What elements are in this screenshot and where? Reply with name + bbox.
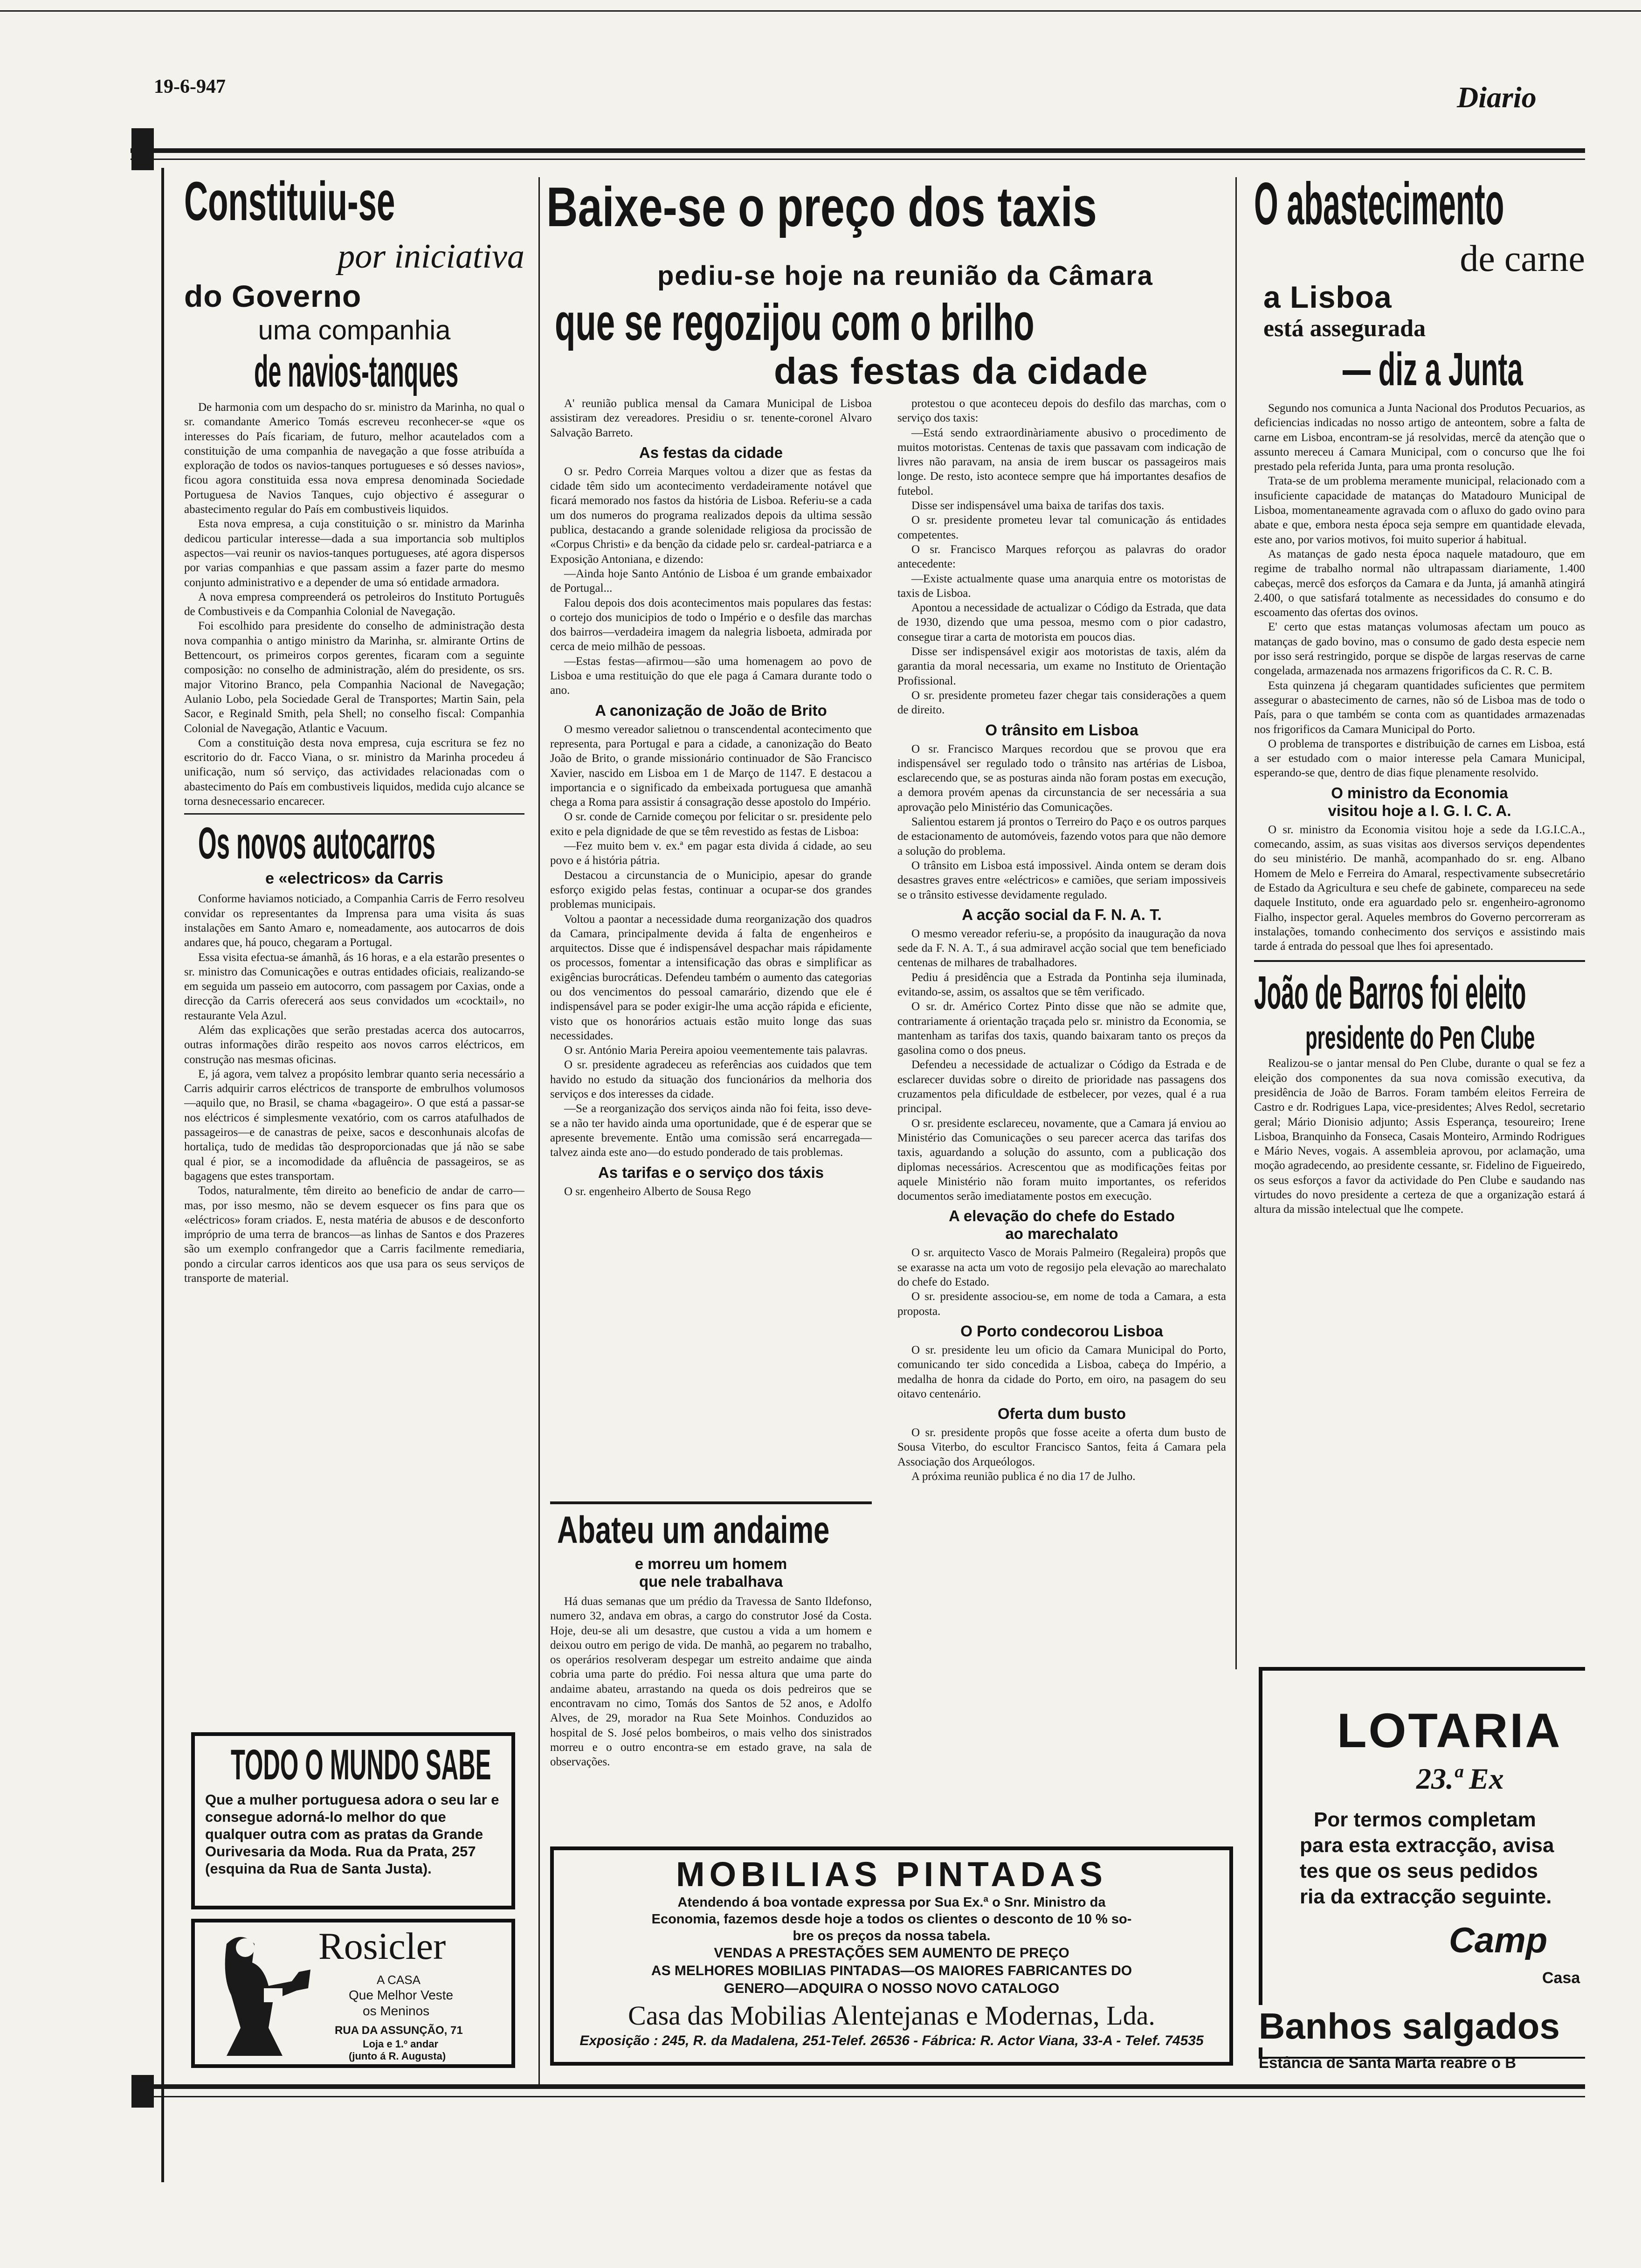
kicker-navios: de navios-tanques [254,346,459,396]
divider [1254,960,1585,962]
article-carne [1254,401,1585,781]
paragraph: O sr. presidente associou-se, em nome de toda a Camara, a esta proposta. [897,1290,1226,1318]
paragraph: Além das explicações que serão prestadas acerca dos autocarros, outras informações dirão respeito aos novos carros eléctricos, em construção nas mesmas oficinas. [184,1023,524,1066]
article-navios [184,400,524,809]
column-3 [1254,170,1585,1662]
subhead-brito: A canonização de João de Brito [595,701,827,719]
paragraph: Voltou a paontar a necessidade duma reorganização dos quadros da Camara, principalmente devida á falta de engenheiros e arquitectos. Disse que é indispensável despachar mais rápidamente os processos, fomentar a intensificação das obras e simplificar as exigências burocráticas. Defendeu também o aumento das categorias ou dos vencimentos do pessoal camarário, dizendo que ele é indispensável para se poder exigir-lhe uma acção rápida e eficiente, visto que os honorários actuais estão muito longe das suas necessidades. [550,913,872,1042]
ad-lotaria-line: para esta extracção, avisa [1300,1834,1554,1857]
paragraph: Destacou a circunstancia de o Municipio, apesar do grande esforço exigido pelas festas, continuar a ocupar-se dos grandes problemas municipais. [550,869,872,911]
ad-mobilias-address: Exposição : 245, R. da Madalena, 251-Telef. 26536 - Fábrica: R. Actor Viana, 33-A - Telef. 74535 [579,2033,1204,2048]
ad-rosicler-line3: os Meninos [363,2004,430,2018]
paragraph: O sr. arquitecto Vasco de Morais Palmeiro (Regaleira) propôs que se exarasse na acta um voto de regosijo pela elevação ao marechalato do chefe do Estado. [897,1246,1226,1289]
paragraph: A próxima reunião publica é no dia 17 de Julho. [911,1470,1136,1483]
ad-ourivesaria [191,1732,515,1909]
deck-andaime-2: que nele trabalhava [639,1573,783,1590]
headline-abastecimento: O abastecimento [1254,171,1504,237]
subhead-transito: O trânsito em Lisboa [985,721,1138,739]
bottom-left-block [131,2075,154,2108]
col-rule-2 [1235,177,1237,1669]
subhead-porto: O Porto condecorou Lisboa [960,1322,1163,1340]
paragraph: Defendeu a necessidade de actualizar o Código da Estrada e de esclarecer duvidas sobre o direito de prioridade nas passagens dos cruzamentos pela dificuldade de estbelecer, por vezes, qual é a rua principal. [897,1058,1226,1115]
left-margin-block [131,128,154,170]
paragraph: protestou o que aconteceu depois do desfilo das marchas, com o serviço dos taxis: [897,397,1226,425]
column-2a [550,396,872,1501]
ad-banhos-title: Banhos salgados [1259,2005,1560,2047]
paragraph: Todos, naturalmente, têm direito ao beneficio de andar de carro—mas, por isso mesmo, não se devem esquecer os fins para que os «eléctricos» foram criados. E, nesta matéria de abusos e de desconforto impróprio de uma terra de brancos—as linhas de Santos e dos Prazeres são um exemplo confrangedor que a Carris facilmente remediaria, pondo a circular carros identicos aos que usa para os seus serviços de transporte de material. [184,1184,524,1285]
headline-constituiu: Constituiu-se [184,171,395,232]
ad-lotaria-line: ria da extracção seguinte. [1300,1885,1552,1908]
paragraph: Realizou-se o jantar mensal do Pen Clube, durante o qual se fez a eleição dos componentes da sua nova comissão executiva, da presidência de João de Barros. Foram também eleitos Ferreira de Castro e dr. Rodrigues Lapa, vice-presidentes; Alves Redol, secretario geral; Mário Dionisio adjunto; Assis Esperança, tesoureiro; Irene Lisboa, Branquinho da Fonseca, Casais Monteiro, Armindo Rodrigues e Mário Neves, vogais. A assembleia aprovou, por aclamação, uma moção agradecendo, ao presidente cessante, sr. Fidelino de Figueiredo, os seus esforços a favor da actividade do Pen Clube e saudando nas virtudes do novo presidente a certeza de que a organização estará á altura da missão intelectual que lhe compete. [1254,1057,1585,1216]
paragraph: O sr. Pedro Correia Marques voltou a dizer que as festas da cidade têm sido um acontecimento verdadeiramente notável que ficará memorado nos fastos da história de Lisboa. Referiu-se a cada um dos numeros do programa realizados depois da ultima sessão publica, destacando a grande solenidade religiosa da procissão de «Corpus Christi» e da benção da cidade pelo sr. cardeal-patriarca e a Exposição Antoniana, e dizendo: [550,465,872,566]
subhead-busto: Oferta dum busto [997,1405,1126,1423]
paragraph: Foi escolhido para presidente do conselho de administração desta nova companhia o antigo ministro da Marinha, sr. almirante Ortins de Bettencourt, os primeiros corpos gerentes, ficaram com a seguinte composição: no conselho de administração, além do presidente, os srs. major Vitorino Branco, pela Companhia Nacional de Navegação; Aulanio Lobo, pela Sociedade Geral de Transportes; Martin Sain, pela Sacor, e Reginald Smith, pela Shell; no conselho fiscal: Companhia Colonial de Navegação, Atlantic e Vacuum. [184,620,524,735]
paragraph: Conforme haviamos noticiado, a Companhia Carris de Ferro resolveu convidar os representantes da Imprensa para uma visita ás suas instalações em Santo Amaro e, nomeadamente, aos autocarros de dois andares que, há pouco, chegaram a Portugal. [184,892,524,949]
ad-mobilias-line: VENDAS A PRESTAÇÕES SEM AUMENTO DE PREÇO [714,1945,1069,1961]
headline-andaime: Abateu um andaime [557,1509,830,1551]
ad-rosicler-addr3: (junto á R. Augusta) [349,2050,446,2062]
paragraph: O sr. dr. Américo Cortez Pinto disse que não se admite que, contrariamente á orientação traçada pelo sr. ministro da Economia, se mantenham as tarifas dos taxis, quando baixaram tanto os preços da gasolina como o dos pneus. [897,1000,1226,1057]
ad-ourivesaria-text: Que a mulher portuguesa adora o seu lar e consegue adorná-lo melhor do que qualquer outra com as pratas da Grande Ourivesaria da Moda. Rua da Prata, 257 (esquina da Rua de Santa Justa). [205,1791,499,1877]
kicker-companhia: uma companhia [258,315,451,346]
paragraph: —Está sendo extraordinàriamente abusivo o procedimento de muitos motoristas. Centenas de taxis que passavam com indicação de livres não paravam, na ansia de irem buscar os passageiros mais longe. De resto, isto acontece sempre que há importantes desafios de futebol. [897,426,1226,498]
paragraph: Há duas semanas que um prédio da Travessa de Santo Ildefonso, numero 32, andava em obras, a cargo do construtor José da Costa. Hoje, deu-se ali um desastre, que custou a vida a um homem e deixou outro em perigo de vida. De manhã, ao pegarem no trabalho, os operários resolveram despegar um estreito andaime que ainda cobria uma parte do prédio. Foi nessa altura que uma parte do andaime abateu, arrastando na queda os dois pedreiros que se encontravam no cimo, Tomás dos Santos de 52 anos, e Adolfo Alves, de 29, morador na Rua Sete Moinhos. Conduzidos ao hospital de S. José pelos bombeiros, o mais velho dos sinistrados morreu e o outro encontra-se em estado grave, na sala de observações. [550,1595,872,1769]
left-frame-rule [161,168,164,2182]
page-date: 19-6-947 [154,76,226,97]
andaime-top-rule [550,1501,872,1504]
paragraph: A nova empresa compreenderá os petroleiros do Instituto Português de Combustiveis e da Companhia Colonial de Navegação. [184,590,524,618]
subhead-economia: O ministro da Economia [1331,784,1508,802]
subhead-chefe: A elevação do chefe do Estado [949,1207,1175,1225]
ad-lotaria-sub: 23.ª Ex [1416,1762,1504,1795]
article-andaime [550,1508,872,1835]
column-2b [897,396,1226,1627]
paragraph: Pediu á presidência que a Estrada da Pontinha seja iluminada, evitando-se, assim, os assaltos que se têm verificado. [897,971,1226,998]
paragraph: Esta nova empresa, a cuja constituição o sr. ministro da Marinha dedicou particular interesse—dada a sua importancia sob multiplos aspectos—vai reunir os navios-tanques portugueses, até agora dispersos por varias companhias e que passam assim a fazer parte do mesmo conjunto administrativo e a depender de uma só entidade armadora. [184,518,524,589]
ad-mobilias-line: GENERO—ADQUIRA O NOSSO NOVO CATALOGO [724,1981,1060,1996]
headline-barros: João de Barros foi eleito [1254,967,1526,1019]
subhead-tarifas: As tarifas e o serviço dos táxis [598,1163,824,1181]
paragraph: Segundo nos comunica a Junta Nacional dos Produtos Pecuarios, as deficiencias indicadas no nosso artigo de anteontem, sobre a falta de carne em Lisboa, encontram-se já resolvidas, mercê da atenção que o assunto mereceu á Camara Municipal, com o concurso que lhe foi prestado pela referida Junta, para uma pronta resolução. [1254,402,1585,473]
ad-mobilias-company: Casa das Mobilias Alentejanas e Modernas, Lda. [628,2000,1155,2031]
ad-mobilias-line: AS MELHORES MOBILIAS PINTADAS—OS MAIORES FABRICANTES DO [651,1963,1132,1978]
ad-ourivesaria-title: TODO O MUNDO SABE [231,1741,491,1789]
ad-lotaria [1259,1667,1585,2059]
bottom-rule [131,2084,1585,2089]
subhead-pen-clube: presidente do Pen Clube [1305,1019,1535,1056]
deck-andaime-1: e morreu um homem [634,1555,787,1572]
paragraph: O sr. presidente leu um oficio da Camara Municipal do Porto, comunicando ter sido concedida a Lisboa, cabeça do Império, a medalha de honra da cidade do Porto, em oiro, na pasagem do seu oitavo centenário. [897,1343,1226,1400]
paragraph: O sr. António Maria Pereira apoiou veementemente tais palavras. [564,1044,868,1057]
paragraph: O sr. presidente prometeu fazer chegar tais considerações a quem de direito. [897,689,1226,717]
subhead-economia-2: visitou hoje a I. G. I. C. A. [1328,802,1511,819]
subhead-fnat: A acção social da F. N. A. T. [962,906,1162,923]
paragraph: —Fez muito bem v. ex.ª em pagar esta divida á cidade, ao seu povo e á história pátria. [550,840,872,867]
ad-mobilias-title: MOBILIAS PINTADAS [676,1855,1108,1894]
paragraph: Disse ser indispensável exigir aos motoristas de taxis, além da garantia da moral necessaria, um exame no Instituto de Orientação Profissional. [897,645,1226,687]
paragraph: O trânsito em Lisboa está impossivel. Ainda ontem se deram dois desastres graves entre «eléctricos» e camiões, que seriam impossiveis se o trânsito estivesse devidamente regulado. [897,859,1226,901]
col-rule-1 [538,177,540,2089]
paragraph: O sr. presidente agradeceu as referências aos cuidados que tem havido no estudo da situação dos funcionários da melhoria dos serviços e dos interesses da cidade. [550,1058,872,1101]
ad-rosicler-brand: Rosicler [318,1925,446,1967]
ad-lotaria-title: LOTARIA [1337,1704,1562,1758]
paragraph: A' reunião publica mensal da Camara Municipal de Lisboa assistiram dez vereadores. Presidiu o sr. tenente-coronel Alvaro Salvação Barreto. [550,397,872,439]
paragraph: —Se a reorganização dos serviços ainda não foi feita, isso deve-se a não ter havido ainda uma oportunidade, que é de esperar que se apresente brevemente. Então uma comissão será encarregada—talvez ainda este ano—do estudo ponderado de tais problemas. [550,1102,872,1159]
paragraph: As matanças de gado nesta época naquele matadouro, que em regime de trabalho normal não ultrapassam diariamente, 1.400 cabeças, mercê dos esforços da Camara e da Junta, já amanhã atingirá 2.400, o que satisfará totalmente as necessidades do consumo e do escoamento das ofertas dos ovinos. [1254,547,1585,619]
paragraph: E, já agora, vem talvez a propósito lembrar quanto seria necessário a Carris adquirir carros eléctricos de transporte de embrulhos volumosos—aquilo que, no Brasil, se chama «bagageiro». O que está a passar-se nos eléctricos é simplesmente vexatório, com os carros atafulhados de passageiros—e de canastras de peixe, sacos e desconhunais alcofas de hortaliça, tudo de medidas tão desproporcionadas que já não se sabe qual é pior, se a incomodidade da afluência de passageiros, se as bagagens que estes transportam. [184,1067,524,1182]
paragraph: Disse ser indispensável uma baixa de tarifas dos taxis. [911,499,1165,512]
paragraph: E' certo que estas matanças volumosas afectam um pouco as matanças de gado bovino, mas o consumo de gado desta especie nem por isso será restringido, porque se dispõe de largas reservas de carne congelada, armazenada nos armazens frigorificos da C. R. C. B. [1254,621,1585,678]
paper-logo: Diario [1457,81,1537,114]
deck-camara: pediu-se hoje na reunião da Câmara [657,261,1153,291]
subhead-chefe-2: ao marechalato [1005,1225,1118,1243]
ad-rosicler-line2: Que Melhor Veste [349,1988,454,2002]
paragraph: De harmonia com um despacho do sr. ministro da Marinha, no qual o sr. comandante Americo Tomás escreveu reconhecer-se «que os interesses do País ficariam, de futuro, melhor acautelados com a constituição de uma companhia de navegação a que fosse atribuída a exploração de todos os navios-tanques portugueses e só desses navios», ficou agora constituida essa nova empresa denominada Sociedade Portuguesa de Navios Tanques, cujo objectivo é assegurar o abastecimento regular do País em combustiveis liquidos. [184,401,524,516]
divider [184,813,524,815]
paragraph: Com a constituição desta nova empresa, cuja escritura se fez no escritorio do dr. Facco Viana, o sr. ministro da Marinha procedeu á unificação, num só serviço, das actividades relacionadas com o abastecimento do País em combustiveis liquidos, medida cujo alcance se torna desnecessario encarecer. [184,736,524,808]
subhead-carris: e «electricos» da Carris [265,870,443,888]
paragraph: O sr. Francisco Marques recordou que se provou que era indispensável ser regulado todo o trânsito nas artérias de Lisboa, esclarecendo que, se as posturas ainda não foram postas em execução, a demora provém apenas da circunstancia de ser necessária a sua aprovação pelo Ministério das Comunicações. [897,742,1226,814]
deck-carne: de carne [1460,238,1585,279]
ad-mobilias-line: bre os preços da nossa tabela. [793,1929,991,1943]
paragraph: O problema de transportes e distribuição de carnes em Lisboa, está a ser estudado com o maior interesse pela Camara Municipal, esperando-se que, dentro de dias fique plenamente resolvido. [1254,737,1585,780]
paragraph: O sr. conde de Carnide começou por felicitar o sr. presidente pelo exito e pela dignidade de que se têm revestido as festas de Lisboa: [550,810,872,838]
paragraph: Apontou a necessidade de actualizar o Código da Estrada, que data de 1930, dizendo que uma pessoa, mesmo com o pior cadastro, consegue tirar a carta de motorista em poucos dias. [897,602,1226,643]
paragraph: O sr. presidente propôs que fosse aceite a oferta dum busto de Sousa Viterbo, do escultor Francisco Santos, feita á Camara pela Associação dos Arqueólogos. [897,1426,1226,1468]
ad-mobilias-line: Economia, fazemos desde hoje a todos os clientes o desconto de 10 % so- [651,1912,1132,1927]
deck-assegurada: está assegurada [1263,315,1426,342]
paragraph: Trata-se de um problema meramente municipal, relacionado com a insuficiente capacidade de matanças do Matadouro Municipal de Lisboa, momentaneamente agravada com o afluxo do gado ovino para abate e que, embora nesta época seja sempre em quantidade elevada, este ano, por varios motivos, foi muito superior á habitual. [1254,475,1585,546]
deck-brilho: que se regozijou com o brilho [555,294,1034,351]
paragraph: Essa visita efectua-se ámanhã, ás 16 horas, e a ela estarão presentes o sr. ministro das Comunicações e outras entidades oficiais, realizando-se em seguida um passeio em autocorro, com passagem por Caxias, onde a direcção da Carris oferecerá aos seus convidados um «cocktail», no restaurante Vela Azul. [184,951,524,1022]
ad-rosicler [191,1919,515,2068]
top-rule-thin [0,10,1641,12]
ad-banhos-sub: Estância de Santa Marta reabre o B [1259,2054,1517,2071]
kicker-iniciativa: por iniciativa [338,237,524,276]
paragraph: O sr. presidente prometeu levar tal comunicação ás entidades competentes. [897,514,1226,541]
paragraph: O mesmo vereador referiu-se, a propósito da inauguração da nova sede da F. N. A. T., á sua admiravel acção social que tem beneficiado centenas de milhares de trabalhadores. [897,927,1226,969]
paragraph: O sr. Francisco Marques reforçou as palavras do orador antecedente: [897,543,1226,571]
ad-rosicler-addr2: Loja e 1.º andar [363,2038,439,2050]
ad-lotaria-brand: Camp [1449,1921,1548,1960]
paragraph: O sr. presidente esclareceu, novamente, que a Camara já enviou ao Ministério das Comunicações o seu parecer acerca das tarifas dos taxis, aguardando a solução do assunto, com a publicação dos diplomas necessários. Acrescentou que as modificações feitas por aquele Ministério não foram muito importantes, os referidos documentos serão imediatamente postos em execução. [897,1117,1226,1203]
masthead-rule-2 [131,159,1585,160]
masthead-rule [131,148,1585,153]
subhead-festas: As festas da cidade [639,443,783,461]
headline-taxis: Baixe-se o preço dos taxis [546,176,1097,238]
paragraph: —Estas festas—afirmou—são uma homenagem ao povo de Lisboa e uma restituição do que ele paga á Camara durante todo o ano. [550,655,872,697]
bottom-rule-2 [131,2096,1585,2097]
deck-lisboa: a Lisboa [1263,280,1392,314]
headline-autocarros: Os novos autocarros [198,818,435,869]
paragraph: O sr. ministro da Economia visitou hoje a sede da I.G.I.C.A., comecando, assim, as suas visitas aos diversos serviços dependentes do seu ministério. De manhã, acompanhado do sr. eng. Albano Homem de Melo e Ferreira do Amaral, respectivamente subsecretário de Estado da Agricultura e seu chefe de gabinete, compareceu na sede daquele Instituto, onde era aguardado pelo sr. engenheiro-agronomo Fialho, inspector geral. Aqueles membros do Governo percorreram as instalações, tomando conhecimento dos serviços e assistindo mais tarde á entrada do pessoal que lhes foi apresentado. [1254,823,1585,953]
ad-lotaria-line: tes que os seus pedidos [1300,1860,1538,1882]
kicker-governo: do Governo [184,279,362,313]
paragraph: O sr. engenheiro Alberto de Sousa Rego [564,1185,751,1198]
paragraph: —Ainda hoje Santo António de Lisboa é um grande embaixador de Portugal... [550,567,872,595]
ad-rosicler-addr1: RUA DA ASSUNÇÃO, 71 [335,2024,463,2037]
paragraph: —Existe actualmente quase uma anarquia entre os motoristas de taxis de Lisboa. [897,572,1226,600]
paragraph: O mesmo vereador salietnou o transcendental acontecimento que representa, para Portugal e para a cidade, a canonização do Beato João de Brito, o grande missionário continuador de São Francisco Xavier, nascido em Lisboa em 1 de Março de 1147. E destacou a importancia e o significado da embeixada portuguesa que amanhã chega a Roma para assistir á consagração desse apostolo do Império. [550,723,872,809]
ad-mobilias-line: Atendendo á boa vontade expressa por Sua Ex.ª o Snr. Ministro da [677,1895,1106,1910]
ad-mobilias [550,1846,1233,2066]
deck-festas: das festas da cidade [774,350,1148,392]
paragraph: Falou depois dos dois acontecimentos mais populares das festas: o cortejo dos municipios de todo o Império e o desfile das marchas dos bairros—verdadeira imagem da nalegria lisboeta, admirada por cerca de meio milhão de pessoas. [550,596,872,653]
herald-trumpeter-illustration [199,1925,320,2065]
paragraph: Salientou estarem já prontos o Terreiro do Paço e os outros parques de estacionamento de automóveis, fazendo votos para que não demore a solução do problema. [897,816,1226,857]
ad-lotaria-line: Por termos completam [1314,1808,1536,1831]
deck-junta: — diz a Junta [1343,343,1523,395]
paragraph: Esta quinzena já chegaram quantidades suficientes que permitem assegurar o abastecimento de carnes, não só de Lisboa mas de todo o País, para o que também se conta com as quantidades armazenadas nos frigorificos da Camara Municipal do Porto. [1254,679,1585,736]
ad-rosicler-line1: A CASA [377,1973,421,1987]
ad-lotaria-casa: Casa [1542,1969,1580,1987]
